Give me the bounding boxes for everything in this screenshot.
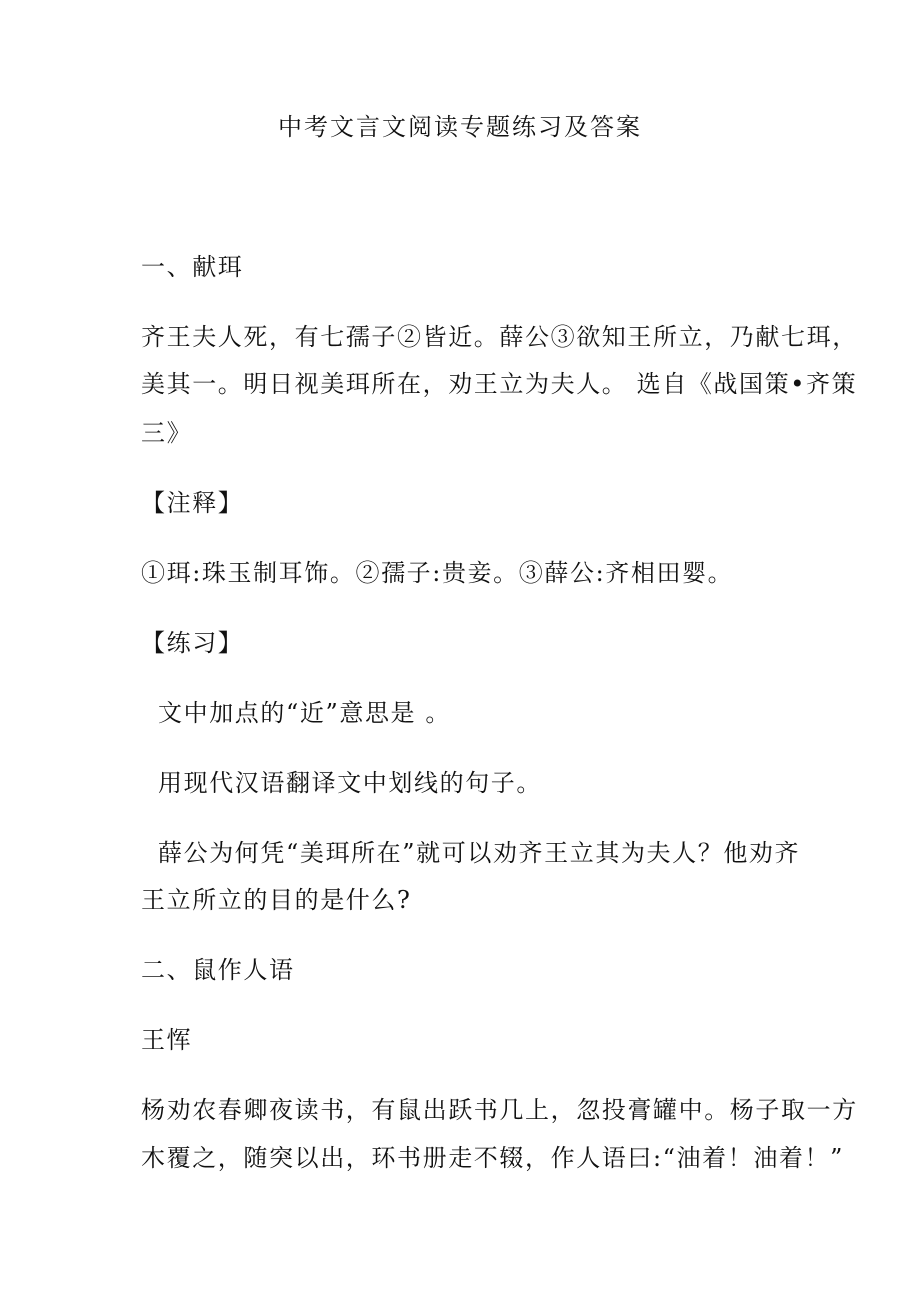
section-2-heading: 二、鼠作人语 [141,956,295,984]
section-2-passage-line-2: 木覆之，随突以出，环书册走不辍，作人语曰:“油着！油着！” [141,1144,845,1172]
section-1-heading: 一、献珥 [141,253,244,281]
section-2-author: 王恽 [141,1026,193,1054]
question-2: 用现代汉语翻译文中划线的句子。 [158,769,542,797]
section-1-passage-line-2: 美其一。明日视美珥所在，劝王立为夫人。 选自《战国策•齐策 [141,370,858,398]
question-3-continued: 王立所立的目的是什么? [141,886,412,914]
section-1-passage-line-1: 齐王夫人死，有七孺子②皆近。薛公③欲知王所立，乃献七珥， [141,323,858,351]
notes-heading: 【注释】 [141,489,244,517]
section-2-passage-line-1: 杨劝农春卿夜读书，有鼠出跃书几上，忽投膏罐中。杨子取一方 [141,1096,858,1124]
question-3: 薛公为何凭“美珥所在”就可以劝齐王立其为夫人？他劝齐 [158,839,801,867]
document-title: 中考文言文阅读专题练习及答案 [278,113,642,141]
section-1-passage-line-3: 三》 [141,419,193,447]
question-1: 文中加点的“近”意思是 。 [158,699,451,727]
notes-text: ①珥:珠玉制耳饰。②孺子:贵妾。③薛公:齐相田婴。 [141,559,734,587]
exercise-heading: 【练习】 [141,629,244,657]
